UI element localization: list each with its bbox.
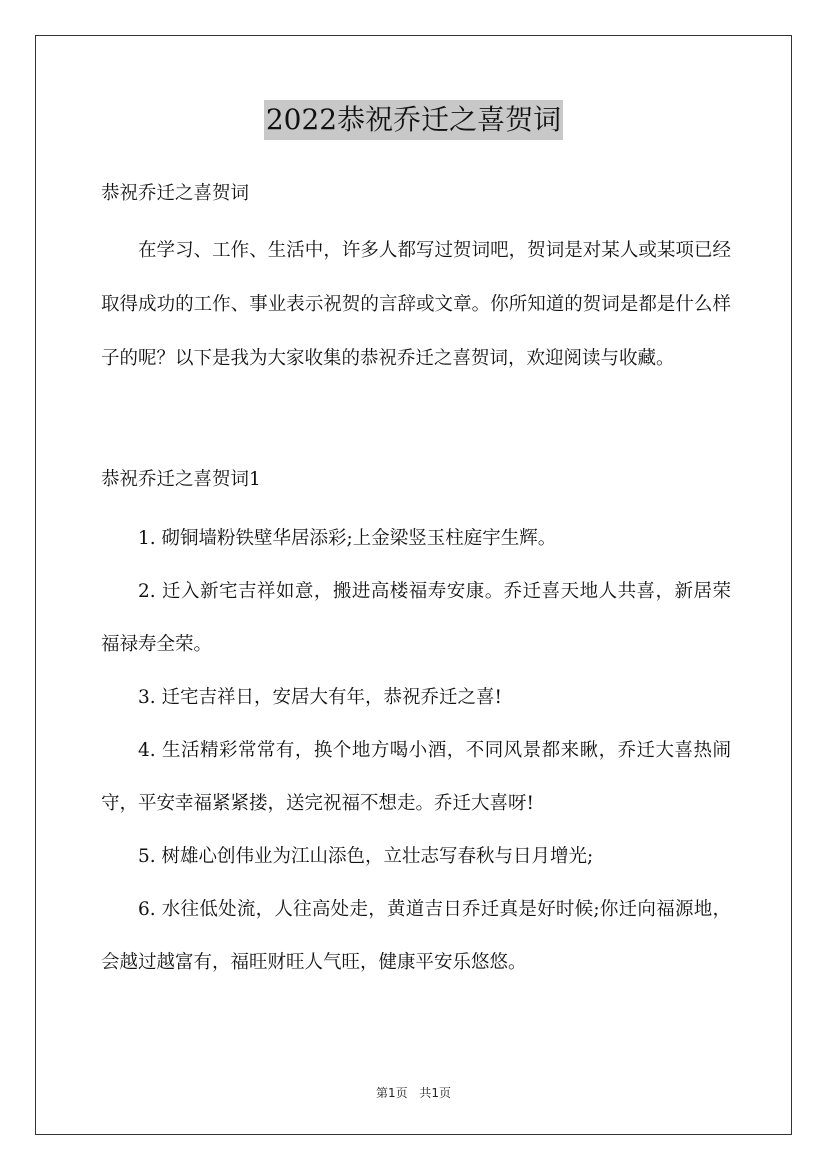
intro-paragraph: 在学习、工作、生活中，许多人都写过贺词吧，贺词是对某人或某项已经取得成功的工作、事业表示祝贺的言辞或文章。你所知道的贺词是都是什么样子的呢？以下是我为大家收集的恭祝乔迁之喜贺词，欢迎阅读与收藏。	[101, 240, 731, 369]
list-item: 4. 生活精彩常常有，换个地方喝小酒，不同风景都来瞅，乔迁大喜热闹守，平安幸福紧紧搂，送完祝福不想走。乔迁大喜呀!	[101, 740, 731, 814]
list-item: 6. 水往低处流，人往高处走，黄道吉日乔迁真是好时候;你迁向福源地，会越过越富有，福旺财旺人气旺，健康平安乐悠悠。	[101, 899, 731, 973]
list-item: 3. 迁宅吉祥日，安居大有年，恭祝乔迁之喜!	[138, 687, 502, 708]
list-item: 1. 砌铜墙粉铁壁华居添彩;上金梁竖玉柱庭宇生辉。	[138, 528, 557, 549]
intro-heading: 恭祝乔迁之喜贺词	[101, 183, 250, 204]
document-body	[101, 172, 731, 989]
section-gap	[101, 386, 731, 458]
page-total: 共1页	[419, 1086, 452, 1100]
page-number: 第1页	[375, 1086, 408, 1100]
list-item: 2. 迁入新宅吉祥如意，搬进高楼福寿安康。乔迁喜天地人共喜，新居荣福禄寿全荣。	[101, 581, 731, 655]
document-title: 2022恭祝乔迁之喜贺词	[264, 100, 563, 140]
page-footer	[0, 1084, 827, 1101]
section-heading: 恭祝乔迁之喜贺词1	[101, 469, 261, 490]
title-container	[0, 100, 827, 140]
greeting-list	[101, 512, 731, 989]
list-item: 5. 树雄心创伟业为江山添色，立壮志写春秋与日月增光;	[138, 846, 594, 867]
